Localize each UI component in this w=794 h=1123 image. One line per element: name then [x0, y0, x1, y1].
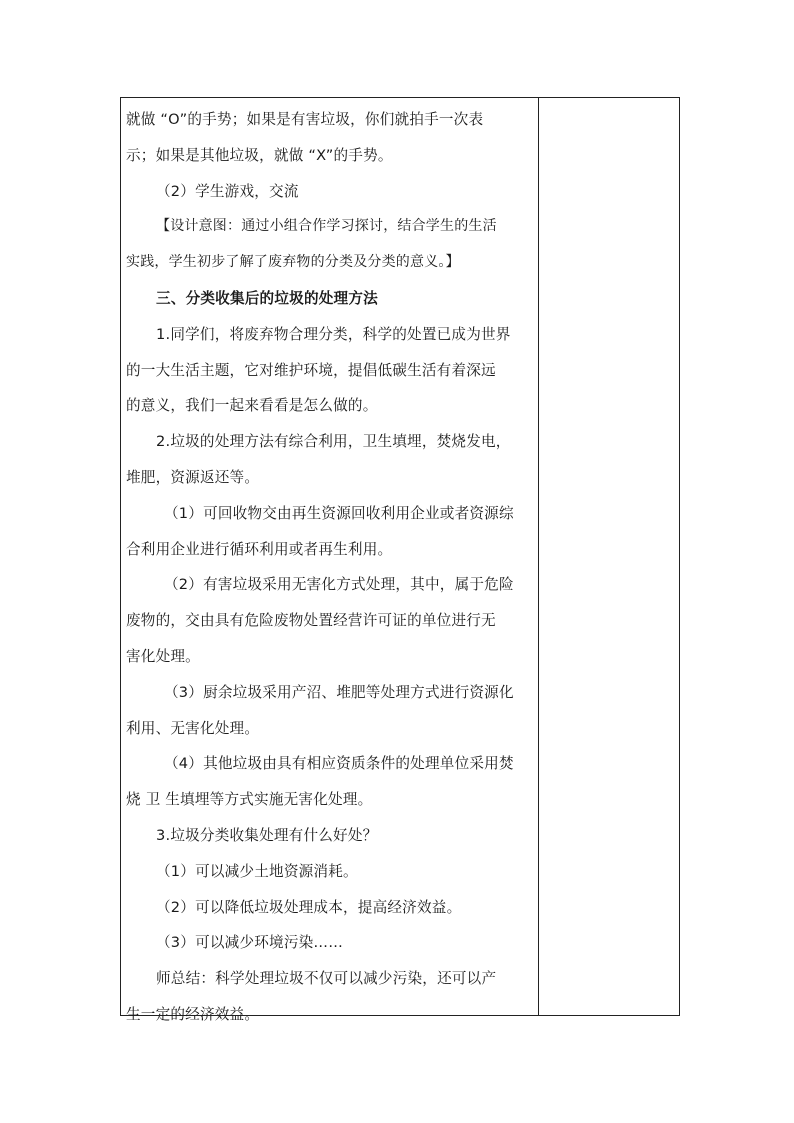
text-line: （3）厨余垃圾采用产沼、堆肥等处理方式进行资源化	[164, 683, 514, 701]
text-line: 1.同学们，将废弃物合理分类，科学的处置已成为世界	[156, 325, 511, 343]
text-line: 害化处理。	[126, 647, 200, 665]
column-divider	[538, 98, 539, 1015]
text-line: 示；如果是其他垃圾，就做 “X”的手势。	[126, 146, 393, 164]
text-line: 2.垃圾的处理方法有综合利用，卫生填埋，焚烧发电，	[156, 433, 511, 451]
lesson-content-cell	[126, 102, 534, 1033]
text-line: 生一定的经济效益。	[126, 1005, 260, 1023]
text-line: （2）学生游戏，交流	[156, 182, 299, 200]
text-line: 就做 “O”的手势；如果是有害垃圾，你们就拍手一次表	[126, 111, 484, 128]
text-line: 利用、无害化处理。	[126, 719, 260, 737]
text-line: 【设计意图：通过小组合作学习探讨，结合学生的生活	[156, 218, 497, 235]
text-line: 实践，学生初步了解了废弃物的分类及分类的意义。】	[126, 254, 460, 271]
text-line: （4）其他垃圾由具有相应资质条件的处理单位采用焚	[164, 755, 514, 773]
text-line: 的一大生活主题，它对维护环境，提倡低碳生活有着深远	[126, 361, 496, 379]
text-line: 3.垃圾分类收集处理有什么好处？	[156, 826, 378, 844]
text-line: （2）可以降低垃圾处理成本，提高经济效益。	[156, 898, 462, 916]
text-line: 三、分类收集后的垃圾的处理方法	[156, 289, 378, 307]
text-line: 废物的，交由具有危险废物处置经营许可证的单位进行无	[126, 612, 496, 630]
text-line: 堆肥，资源返还等。	[126, 468, 260, 486]
text-line: 烧 卫 生填埋等方式实施无害化处理。	[126, 791, 373, 809]
text-line: 合利用企业进行循环利用或者再生利用。	[126, 540, 393, 558]
text-line: 师总结：科学处理垃圾不仅可以减少污染，还可以产	[156, 970, 497, 988]
text-line: （1）可以减少土地资源消耗。	[156, 862, 358, 880]
text-line: （1）可回收物交由再生资源回收利用企业或者资源综	[164, 504, 514, 522]
lesson-table	[120, 97, 680, 1023]
text-line: （2）有害垃圾采用无害化方式处理，其中，属于危险	[164, 576, 514, 594]
text-line: 的意义，我们一起来看看是怎么做的。	[126, 397, 378, 415]
text-line: （3）可以减少环境污染……	[156, 934, 344, 952]
